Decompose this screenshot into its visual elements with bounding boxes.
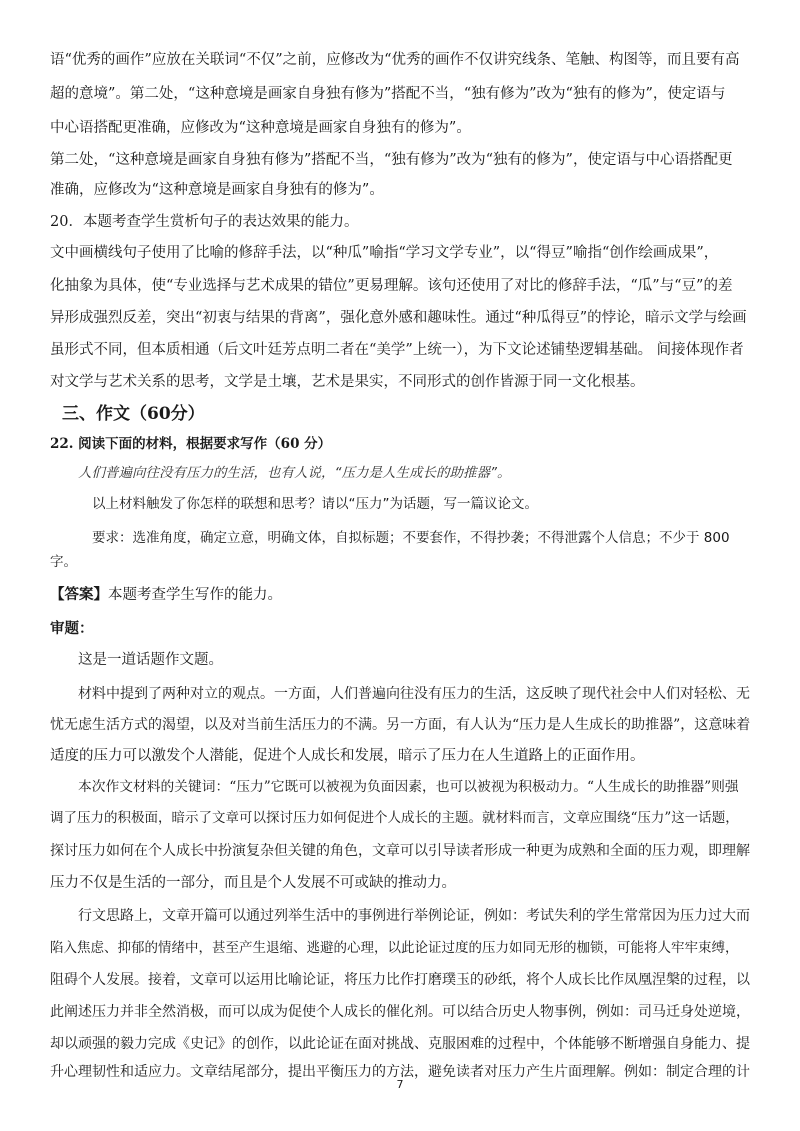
question-20-heading: 20．本题考查学生赏析句子的表达效果的能力。 xyxy=(50,214,359,230)
body-line: 适度的压力可以激发个人潜能，促进个人成长和发展，暗示了压力在人生道路上的正面作用。 xyxy=(50,748,645,764)
body-line: 却以顽强的毅力完成《史记》的创作，以此论证在面对挑战、克服困难的过程中，个体能够不断增强自身能力、提 xyxy=(50,1036,750,1052)
text-line: 虽形式不同，但本质相通（后文叶廷芳点明二者在“美学”上统一），为下文论述铺垫逻辑基础。 间接体现作者 xyxy=(50,342,744,358)
text-line: 异形成强烈反差，突出“初衷与结果的背离”，强化意外感和趣味性。通过“种瓜得豆”的悖论，暗示文学与绘画 xyxy=(50,310,747,326)
body-line: 忧无虑生活方式的渴望，以及对当前生活压力的不满。另一方面，有人认为“压力是人生成长的助推器”，这意味着 xyxy=(50,717,751,733)
body-line: 升心理韧性和适应力。文章结尾部分，提出平衡压力的方法，避免读者对压力产生片面理解。例如：制定合理的计 xyxy=(50,1064,750,1080)
body-line: 本次作文材料的关键词：“压力”它既可以被视为负面因素，也可以被视为积极动力。“人生成长的助推器”则强 xyxy=(78,779,739,795)
writing-prompt: 以上材料触发了你怎样的联想和思考？请以“压力”为话题，写一篇议论文。 xyxy=(92,496,538,512)
answer-text: 本题考查学生写作的能力。 xyxy=(108,587,282,603)
writing-requirements-cont: 字。 xyxy=(50,554,77,570)
text-line: 化抽象为具体，使“专业选择与艺术成果的错位”更易理解。该句还使用了对比的修辞手法，“瓜”与“豆”的差 xyxy=(50,278,733,294)
text-line: 语“优秀的画作”应放在关联词“不仅”之前，应修改为“优秀的画作不仅讲究线条、笔触、构图等，而且要有高 xyxy=(50,52,740,68)
text-line: 超的意境”。第二处，“这种意境是画家自身独有修为”搭配不当，“独有修为”改为“独有的修为”，使定语与 xyxy=(50,86,726,102)
text-line: 第二处，“这种意境是画家自身独有修为”搭配不当，“独有修为”改为“独有的修为”，使定语与中心语搭配更 xyxy=(50,152,733,168)
text-line: 文中画横线句子使用了比喻的修辞手法，以“种瓜”喻指“学习文学专业”，以“得豆”喻指“创作绘画成果”， xyxy=(50,245,719,261)
section-heading: 三、作文（60分） xyxy=(62,404,205,424)
answer-label: 【答案】 xyxy=(50,586,108,603)
body-line: 调了压力的积极面，暗示了文章可以探讨压力如何促进个人成长的主题。就材料而言，文章应围绕“压力”这一话题， xyxy=(50,810,739,826)
body-line: 行文思路上，文章开篇可以通过列举生活中的事例进行举例论证，例如：考试失利的学生常常因为压力过大而 xyxy=(78,908,750,924)
material-quote: 人们普遍向往没有压力的生活，也有人说，“压力是人生成长的助推器”。 xyxy=(78,465,511,481)
shenti-heading: 审题： xyxy=(50,620,94,637)
writing-requirements: 要求：选准角度，确定立意，明确文体，自拟标题；不要套作，不得抄袭；不得泄露个人信息；不少于 800 xyxy=(92,530,730,546)
body-line: 探讨压力如何在个人成长中扮演复杂但关键的角色，文章可以引导读者形成一种更为成熟和全面的压力观，即理解 xyxy=(50,843,750,859)
text-line: 中心语搭配更准确，应修改为“这种意境是画家自身独有的修为”。 xyxy=(50,120,471,136)
body-line: 此阐述压力并非全然消极，而可以成为促使个人成长的催化剂。可以结合历史人物事例，例如：司马迁身处逆境， xyxy=(50,1004,750,1020)
page-number: 7 xyxy=(396,1078,404,1091)
body-line: 材料中提到了两种对立的观点。一方面，人们普遍向往没有压力的生活，这反映了现代社会中人们对轻松、无 xyxy=(78,686,750,702)
question-22-title: 22. 阅读下面的材料，根据要求写作（60 分） xyxy=(50,436,332,452)
text-line: 准确，应修改为“这种意境是画家自身独有的修为”。 xyxy=(50,182,384,198)
body-line: 阻碍个人发展。接着，文章可以运用比喻论证，将压力比作打磨璞玉的砂纸，将个人成长比作凤凰涅槃的过程，以 xyxy=(50,972,750,988)
answer-line xyxy=(50,585,750,605)
body-line: 陷入焦虑、抑郁的情绪中，甚至产生退缩、逃避的心理，以此论证过度的压力如同无形的枷锁，可能将人牢牢束缚， xyxy=(50,940,739,956)
body-line: 这是一道话题作文题。 xyxy=(78,652,223,668)
text-line: 对文学与艺术关系的思考，文学是土壤，艺术是果实，不同形式的创作皆源于同一文化根基。 xyxy=(50,374,645,390)
body-line: 压力不仅是生活的一部分，而且是个人发展不可或缺的推动力。 xyxy=(50,875,456,891)
